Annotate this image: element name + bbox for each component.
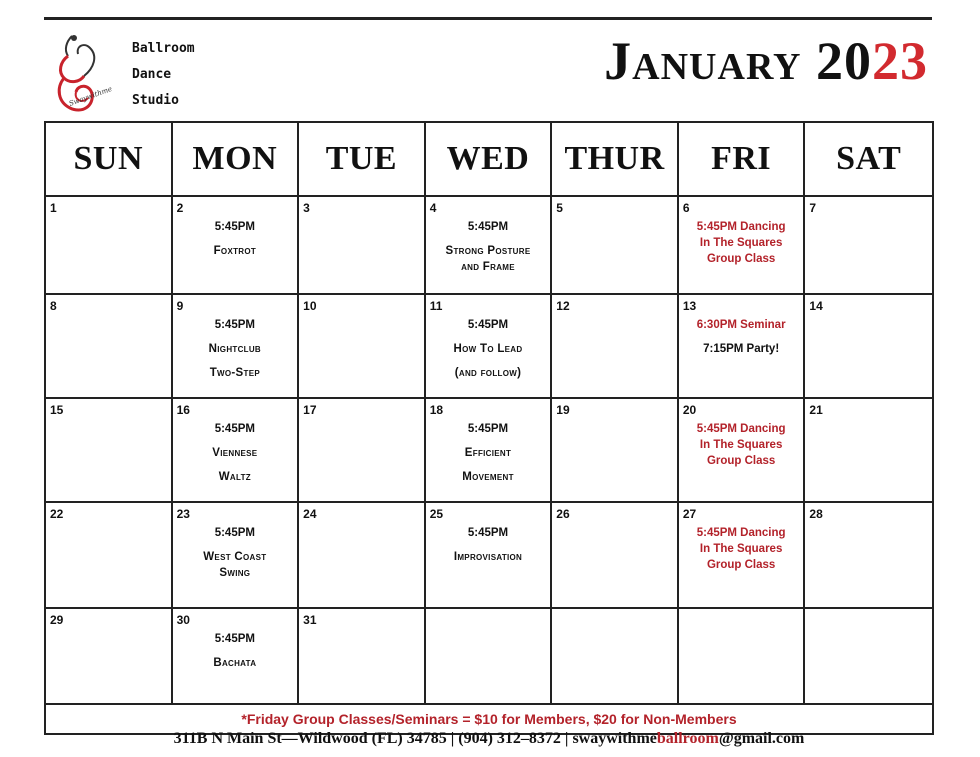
day-cell — [46, 197, 173, 293]
studio-line-3: Studio — [132, 93, 179, 108]
day-number: 26 — [556, 507, 570, 521]
day-number: 14 — [809, 299, 823, 313]
event-line: 5:45PM — [467, 221, 509, 233]
day-number: 30 — [176, 613, 190, 627]
week-row — [46, 503, 932, 609]
day-number: 23 — [176, 507, 190, 521]
event-line: 5:45PM — [214, 527, 255, 539]
day-number: 3 — [303, 201, 310, 215]
day-number: 12 — [556, 299, 570, 313]
day-number: 28 — [809, 507, 823, 521]
event-line: Movement — [462, 471, 514, 483]
day-number: 11 — [429, 299, 443, 313]
day-cell — [46, 503, 173, 607]
day-cell — [552, 609, 679, 703]
weekday-header-row — [46, 123, 932, 197]
event-line: Swing — [219, 567, 251, 579]
day-number: 17 — [303, 403, 317, 417]
day-cell — [299, 197, 426, 293]
week-row — [46, 197, 932, 295]
event-line: Strong Posture — [445, 245, 531, 257]
contact-footer — [44, 730, 934, 748]
logo-label: Swaywithme — [67, 84, 114, 108]
event-line: Efficient — [464, 447, 512, 459]
event-line: Group Class — [706, 559, 776, 571]
event-line: 5:45PM Dancing — [696, 423, 786, 435]
day-number: 16 — [176, 403, 190, 417]
email-part-2: ballroom — [656, 730, 719, 747]
day-cell — [679, 503, 806, 607]
studio-name — [132, 36, 195, 114]
day-cell — [46, 399, 173, 501]
event-line: How To Lead — [453, 343, 523, 355]
weekday-sun: SUN — [46, 123, 173, 195]
studio-line-2: Dance — [132, 67, 172, 82]
weekday-thur: THUR — [552, 123, 679, 195]
event-line: 5:45PM — [214, 633, 255, 645]
day-cell — [805, 295, 932, 397]
day-cell — [299, 503, 426, 607]
week-row — [46, 609, 932, 705]
email-part-3: @gmail.com — [718, 730, 805, 747]
weekday-mon: MON — [173, 123, 300, 195]
event-line: 5:45PM — [467, 319, 509, 331]
event-line: 7:15PM Party! — [703, 343, 780, 355]
day-cell — [805, 503, 932, 607]
day-number: 13 — [682, 299, 697, 313]
day-cell — [552, 197, 679, 293]
year-suffix: 23 — [872, 31, 928, 91]
day-number: 27 — [682, 507, 697, 521]
event-line: In The Squares — [699, 439, 783, 451]
event-line: 5:45PM — [214, 221, 255, 233]
event-line: West Coast — [203, 551, 267, 563]
week-row — [46, 295, 932, 399]
day-cell — [679, 295, 806, 397]
day-number — [809, 613, 928, 627]
event-line: Group Class — [706, 253, 776, 265]
dancer-logo-icon — [50, 32, 114, 118]
event-line: Waltz — [218, 471, 251, 483]
event-line: Group Class — [706, 455, 776, 467]
day-cell — [173, 609, 300, 703]
day-cell — [679, 609, 806, 703]
day-cell — [46, 295, 173, 397]
event-line: 5:45PM Dancing — [696, 527, 786, 539]
event-line: Foxtrot — [213, 245, 257, 257]
day-cell — [426, 609, 553, 703]
day-cell — [805, 197, 932, 293]
event-line: Two-Step — [209, 367, 260, 379]
day-number: 15 — [50, 403, 64, 417]
day-cell — [552, 295, 679, 397]
month-title — [604, 30, 928, 92]
day-number: 1 — [50, 201, 57, 215]
event-line: In The Squares — [699, 543, 783, 555]
day-cell — [805, 609, 932, 703]
day-cell — [426, 295, 553, 397]
day-number: 19 — [556, 403, 570, 417]
day-cell — [173, 503, 300, 607]
day-cell — [173, 295, 300, 397]
day-number — [430, 613, 547, 627]
day-cell — [426, 197, 553, 293]
event-line: 5:45PM — [467, 423, 509, 435]
event-line: and Frame — [461, 261, 515, 273]
event-line: 5:45PM — [214, 319, 255, 331]
day-number: 4 — [429, 201, 437, 215]
day-cell — [173, 197, 300, 293]
day-number: 2 — [176, 201, 184, 215]
weekday-tue: TUE — [299, 123, 426, 195]
event-line: Nightclub — [208, 343, 262, 355]
day-number: 22 — [50, 507, 64, 521]
day-cell — [679, 197, 806, 293]
day-number: 7 — [809, 201, 817, 215]
day-cell — [299, 399, 426, 501]
event-line: In The Squares — [699, 237, 783, 249]
event-line: (and follow) — [454, 367, 522, 379]
day-number: 8 — [50, 299, 57, 313]
weekday-wed: WED — [426, 123, 553, 195]
event-line: 5:45PM — [467, 527, 509, 539]
day-cell — [552, 399, 679, 501]
day-number: 5 — [556, 201, 563, 215]
studio-line-1: Ballroom — [132, 41, 195, 56]
day-number: 18 — [429, 403, 444, 417]
weekday-sat: SAT — [836, 140, 902, 177]
day-cell — [299, 295, 426, 397]
day-cell — [805, 399, 932, 501]
day-number: 9 — [176, 299, 184, 313]
event-line: Viennese — [212, 447, 258, 459]
event-line: 6:30PM Seminar — [696, 319, 786, 331]
day-number — [683, 613, 800, 627]
week-row — [46, 399, 932, 503]
weekday-fri: FRI — [679, 123, 806, 195]
email-part-1: swaywithme — [572, 730, 657, 747]
day-number: 25 — [429, 507, 444, 521]
day-cell — [426, 503, 553, 607]
day-number: 20 — [682, 403, 697, 417]
day-number: 24 — [303, 507, 317, 521]
day-cell — [299, 609, 426, 703]
event-line: Bachata — [213, 657, 257, 669]
day-cell — [46, 609, 173, 703]
day-cell — [426, 399, 553, 501]
day-number — [556, 613, 673, 627]
day-number: 29 — [50, 613, 64, 627]
pricing-footnote: *Friday Group Classes/Seminars = $10 for Members, $20 for Non-Members — [241, 711, 737, 727]
day-number: 6 — [682, 201, 690, 215]
month-name: January 20 — [604, 31, 872, 91]
event-line: 5:45PM Dancing — [696, 221, 786, 233]
event-line: Improvisation — [453, 551, 523, 563]
calendar-grid — [44, 121, 934, 735]
day-number: 21 — [809, 403, 823, 417]
day-cell — [679, 399, 806, 501]
day-cell — [552, 503, 679, 607]
day-cell — [173, 399, 300, 501]
day-number: 31 — [303, 613, 317, 627]
calendar-weeks — [46, 197, 932, 705]
day-number: 10 — [303, 299, 317, 313]
top-rule — [44, 17, 932, 20]
event-line: 5:45PM — [214, 423, 255, 435]
address-phone: 311B N Main St—Wildwood (FL) 34785 | (904) 312–8372 | — [173, 730, 573, 747]
